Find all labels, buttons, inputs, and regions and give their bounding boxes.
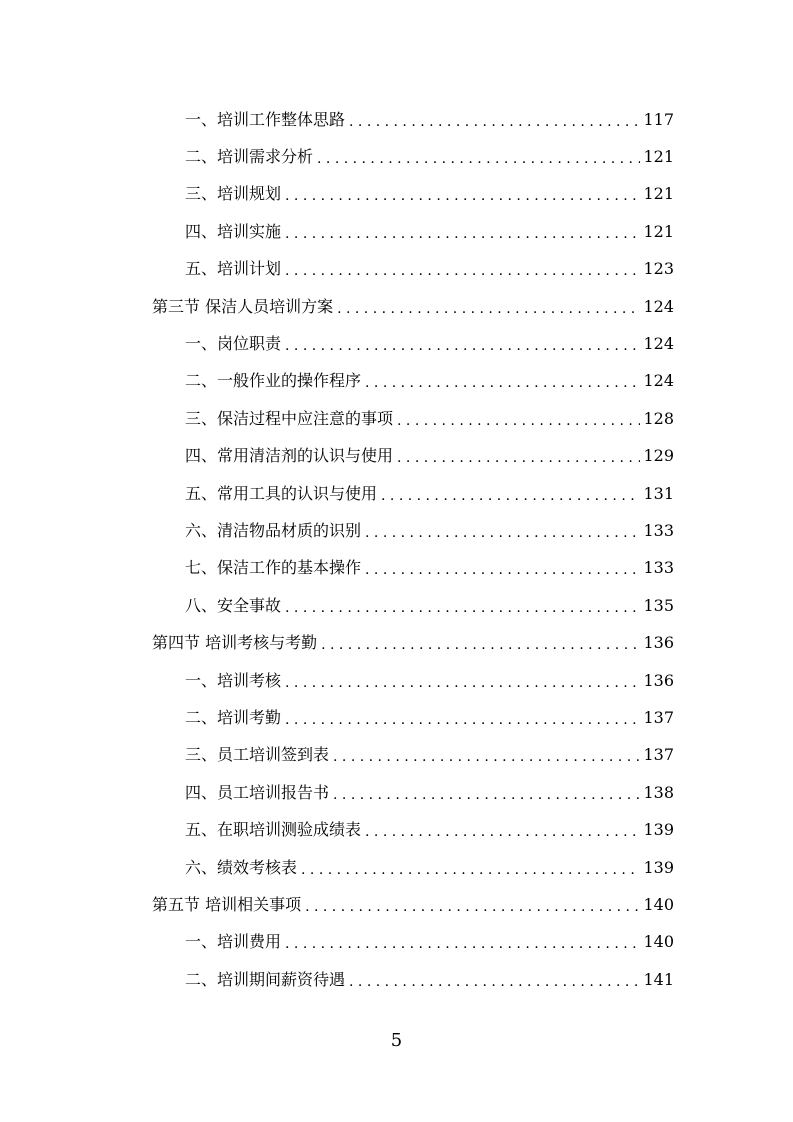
toc-entry[interactable]: [0, 363, 793, 400]
toc-entry-page: 128: [643, 408, 674, 428]
toc-entry-title: 第三节 保洁人员培训方案: [152, 296, 334, 316]
toc-entry-page: 124: [643, 371, 674, 391]
toc-dot-leader: [301, 860, 640, 880]
toc-dot-leader: [321, 635, 640, 655]
toc-entry-page: 140: [643, 932, 674, 952]
toc-entry-title: 五、在职培训测验成绩表: [185, 820, 362, 840]
toc-entry-page: 140: [643, 894, 674, 914]
toc-entry[interactable]: [0, 138, 793, 175]
toc-dot-leader: [333, 747, 640, 767]
toc-entry[interactable]: [0, 101, 793, 138]
toc-dot-leader: [349, 972, 640, 992]
toc-entry-page: 123: [643, 259, 674, 279]
toc-dot-leader: [397, 448, 640, 468]
toc-dot-leader: [305, 897, 640, 917]
toc-entry-title: 第五节 培训相关事项: [152, 894, 302, 914]
toc-dot-leader: [397, 411, 640, 431]
toc-entry[interactable]: [0, 176, 793, 213]
toc-entry[interactable]: [0, 587, 793, 624]
toc-entry-title: 一、培训费用: [185, 932, 282, 952]
toc-dot-leader: [285, 186, 640, 206]
toc-entry-page: 135: [643, 595, 674, 615]
toc-dot-leader: [317, 149, 640, 169]
toc-entry-page: 121: [643, 221, 674, 241]
toc-entry[interactable]: [0, 251, 793, 288]
toc-entry-title: 八、安全事故: [185, 595, 282, 615]
toc-dot-leader: [285, 710, 640, 730]
toc-entry[interactable]: [0, 213, 793, 250]
toc-entry-title: 七、保洁工作的基本操作: [185, 558, 362, 578]
toc-entry-page: 124: [643, 334, 674, 354]
toc-entry[interactable]: [0, 737, 793, 774]
toc-entry[interactable]: [0, 400, 793, 437]
toc-dot-leader: [285, 673, 640, 693]
toc-entry-page: 137: [643, 745, 674, 765]
toc-entry-page: 133: [643, 558, 674, 578]
toc-section-entry[interactable]: [0, 288, 793, 325]
toc-dot-leader: [365, 822, 640, 842]
toc-entry-title: 三、员工培训签到表: [185, 745, 330, 765]
toc-dot-leader: [349, 112, 640, 132]
toc-entry-title: 第四节 培训考核与考勤: [152, 633, 318, 653]
toc-entry-title: 四、员工培训报告书: [185, 782, 330, 802]
toc-entry-page: 131: [643, 483, 674, 503]
toc-dot-leader: [381, 486, 640, 506]
toc-entry-title: 五、常用工具的认识与使用: [185, 483, 378, 503]
toc-entry-page: 124: [643, 296, 674, 316]
toc-entry-page: 138: [643, 782, 674, 802]
toc-dot-leader: [365, 560, 640, 580]
toc-entry-page: 117: [643, 109, 674, 129]
toc-entry-page: 121: [643, 184, 674, 204]
toc-entry[interactable]: [0, 811, 793, 848]
toc-dot-leader: [365, 523, 640, 543]
toc-entry-page: 141: [643, 969, 674, 989]
page-number: 5: [390, 1030, 403, 1051]
toc-entry[interactable]: [0, 849, 793, 886]
toc-entry[interactable]: [0, 438, 793, 475]
toc-entry-page: 129: [643, 446, 674, 466]
toc-entry[interactable]: [0, 699, 793, 736]
toc-entry-title: 三、保洁过程中应注意的事项: [185, 408, 394, 428]
toc-entry-title: 一、培训工作整体思路: [185, 109, 346, 129]
toc-entry-title: 三、培训规划: [185, 184, 282, 204]
toc-section-entry[interactable]: [0, 624, 793, 661]
toc-dot-leader: [365, 373, 640, 393]
toc-entry[interactable]: [0, 774, 793, 811]
toc-dot-leader: [285, 336, 640, 356]
toc-entry-page: 136: [643, 633, 674, 653]
toc-entry-page: 139: [643, 857, 674, 877]
toc-entry-title: 二、一般作业的操作程序: [185, 371, 362, 391]
toc-entry-title: 二、培训期间薪资待遇: [185, 969, 346, 989]
toc-dot-leader: [285, 261, 640, 281]
toc-entry[interactable]: [0, 662, 793, 699]
toc-entry[interactable]: [0, 325, 793, 362]
toc-entry[interactable]: [0, 961, 793, 998]
toc-dot-leader: [333, 785, 640, 805]
toc-entry-page: 136: [643, 670, 674, 690]
toc-entry-page: 137: [643, 707, 674, 727]
toc-dot-leader: [285, 224, 640, 244]
toc-entry[interactable]: [0, 550, 793, 587]
toc-entry[interactable]: [0, 475, 793, 512]
toc-entry-page: 121: [643, 147, 674, 167]
toc-entry-title: 二、培训考勤: [185, 707, 282, 727]
toc-dot-leader: [285, 598, 640, 618]
toc-entry-title: 一、岗位职责: [185, 334, 282, 354]
toc-dot-leader: [285, 934, 640, 954]
toc-entry-page: 139: [643, 820, 674, 840]
toc-entry-title: 二、培训需求分析: [185, 147, 314, 167]
toc-dot-leader: [337, 299, 640, 319]
toc-entry-page: 133: [643, 520, 674, 540]
toc-entry-title: 五、培训计划: [185, 259, 282, 279]
toc-entry-title: 四、培训实施: [185, 221, 282, 241]
toc-entry-title: 一、培训考核: [185, 670, 282, 690]
toc-section-entry[interactable]: [0, 886, 793, 923]
toc-entry-title: 六、绩效考核表: [185, 857, 298, 877]
toc-entry[interactable]: [0, 924, 793, 961]
table-of-contents: [0, 101, 793, 998]
toc-entry-title: 六、清洁物品材质的识别: [185, 520, 362, 540]
toc-entry-title: 四、常用清洁剂的认识与使用: [185, 446, 394, 466]
toc-entry[interactable]: [0, 512, 793, 549]
